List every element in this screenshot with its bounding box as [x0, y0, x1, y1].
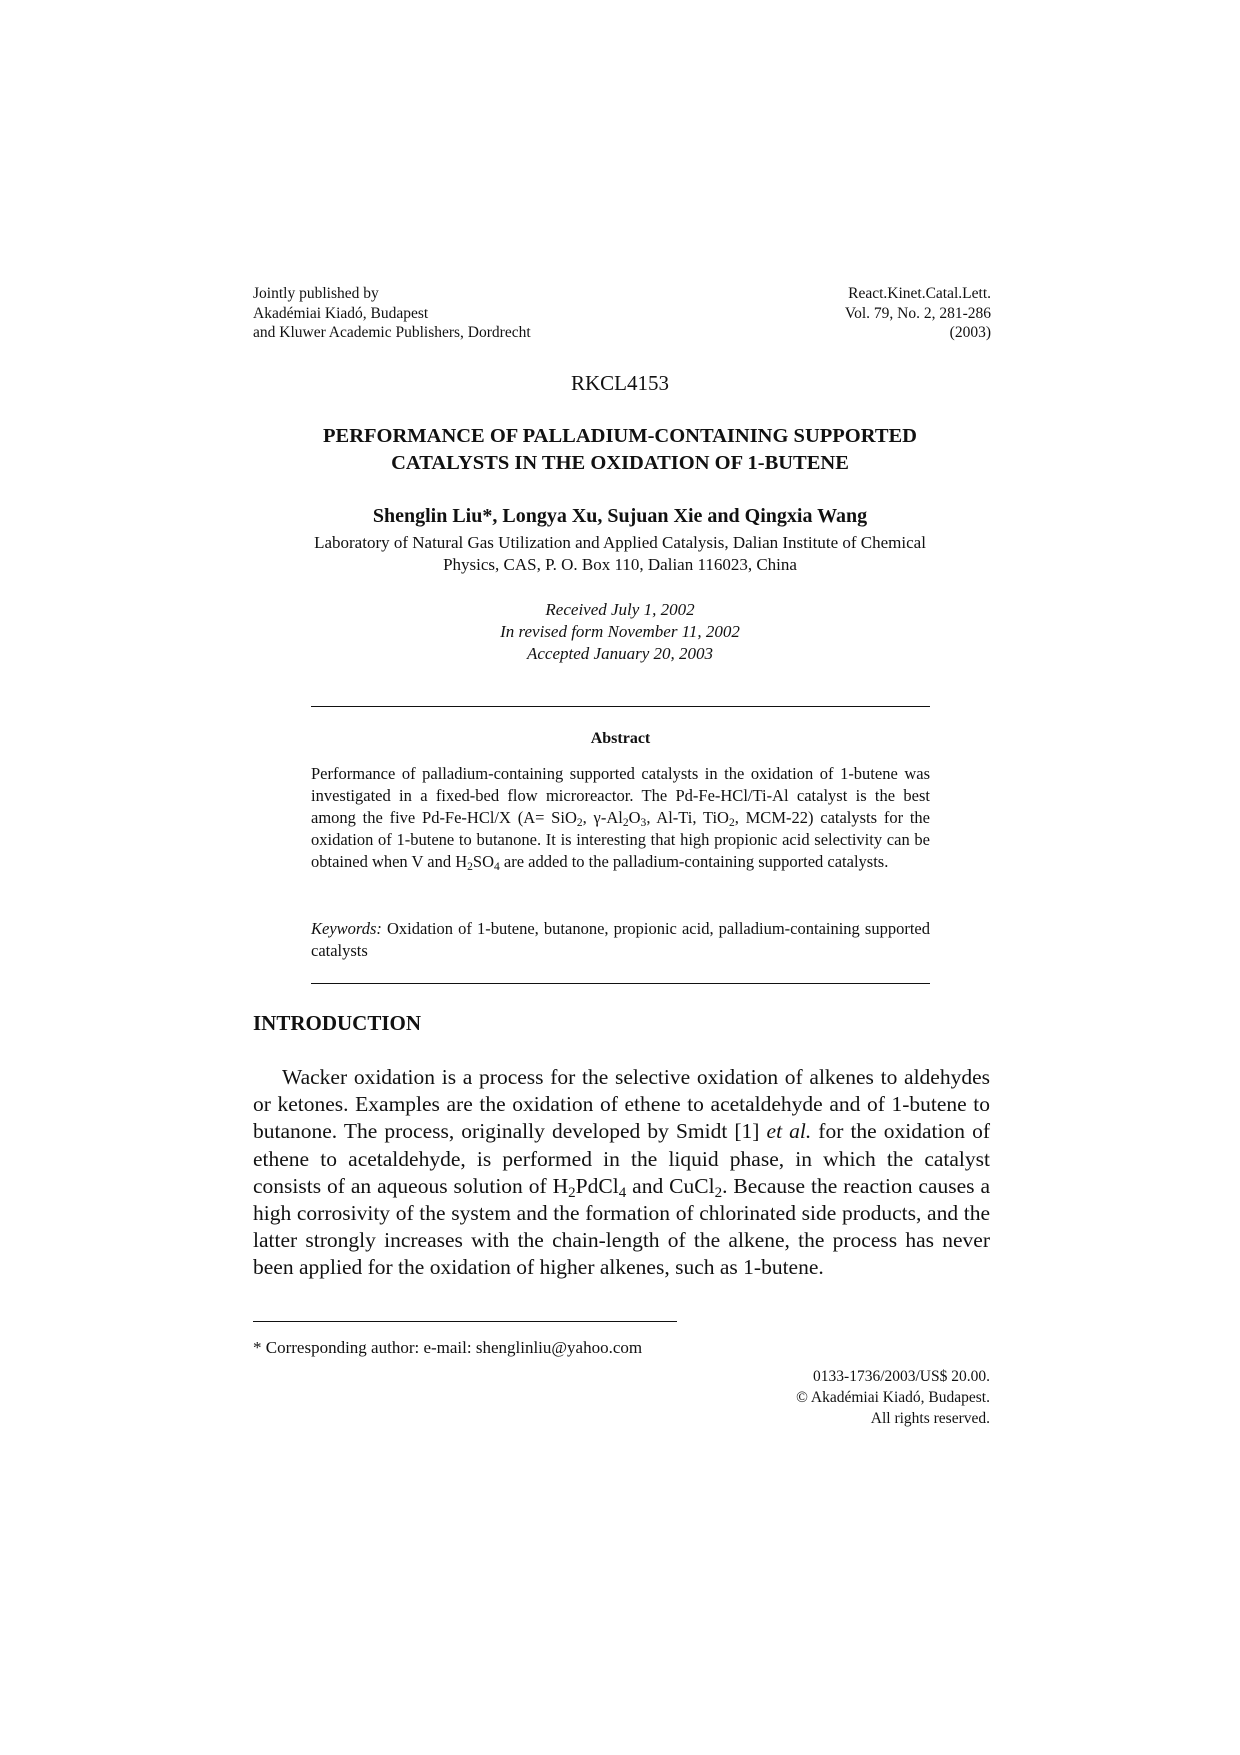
authors: Shenglin Liu*, Longya Xu, Sujuan Xie and Qingxia Wang: [372, 505, 868, 527]
affiliation: [200, 532, 1040, 576]
publisher-line: Akadémiai Kiadó, Budapest: [253, 304, 429, 322]
journal-info: [800, 284, 991, 343]
publisher-info: [253, 284, 531, 343]
copyright-line: © Akadémiai Kiadó, Budapest.: [796, 1389, 990, 1406]
copyright-notice: [720, 1366, 990, 1429]
text-segment: PdCl: [575, 1173, 619, 1198]
article-dates: [200, 599, 1040, 665]
abstract-heading: Abstract: [590, 730, 651, 747]
journal-line: React.Kinet.Catal.Lett.: [848, 285, 991, 302]
publisher-line: Jointly published by: [253, 285, 379, 302]
title-line: CATALYSTS IN THE OXIDATION OF 1-BUTENE: [391, 452, 849, 474]
journal-line: Vol. 79, No. 2, 281-286: [844, 304, 991, 322]
subscript: 2: [622, 816, 629, 829]
et-al: et al.: [766, 1119, 812, 1144]
introduction-paragraph: [253, 1064, 990, 1282]
abstract-segment: , MCM-22) catalysts for the oxidation of 1-butene to butanone. It is interesting that high propionic acid selectivity can be obtained when V and H: [311, 808, 930, 871]
subscript: 3: [640, 816, 647, 829]
subscript: 4: [618, 1184, 627, 1201]
affiliation-line: Physics, CAS, P. O. Box 110, Dalian 116023, China: [443, 555, 797, 574]
text-segment: Wacker oxidation is a process for the selective oxidation of alkenes to aldehydes or ketones. Examples are the oxidation of ethene to acetaldehyde and of 1-butene to butanone. The process, originally developed by Smidt [1]: [253, 1065, 990, 1144]
subscript: 2: [568, 1184, 576, 1201]
footnote-rule: [253, 1321, 677, 1322]
keywords-label: Keywords:: [311, 919, 382, 938]
text-segment: . Because the reaction causes a high corrosivity of the system and the formation of chlorinated side products, and the latter strongly increases with the chain-length of the alkene, the process has never been applied for the oxidation of higher alkenes, such as 1-butene.: [253, 1173, 990, 1280]
keywords: [311, 918, 930, 962]
copyright-line: All rights reserved.: [870, 1410, 990, 1427]
journal-line: (2003): [949, 324, 991, 341]
corresponding-author-footnote: * Corresponding author: e-mail: shenglinliu@yahoo.com: [253, 1338, 643, 1357]
abstract-bottom-rule: [311, 983, 930, 984]
article-title: [200, 423, 1040, 477]
keywords-text: Oxidation of 1-butene, butanone, propionic acid, palladium-containing supported catalysts: [311, 919, 930, 960]
subscript: 2: [576, 816, 583, 829]
title-line: PERFORMANCE OF PALLADIUM-CONTAINING SUPPORTED: [323, 425, 917, 447]
paragraph: [253, 1064, 990, 1282]
affiliation-line: Laboratory of Natural Gas Utilization and Applied Catalysis, Dalian Institute of Chemical: [314, 533, 926, 552]
abstract-top-rule: [311, 706, 930, 707]
subscript: 2: [728, 816, 735, 829]
accepted-date: Accepted January 20, 2003: [527, 644, 713, 663]
abstract-segment: , Al-Ti, TiO: [646, 808, 729, 827]
text-segment: for the oxidation of ethene to acetaldehyde, is performed in the liquid phase, in which the catalyst consists of an aqueous solution of H: [253, 1119, 990, 1198]
subscript: 4: [494, 860, 500, 873]
publisher-line: and Kluwer Academic Publishers, Dordrecht: [253, 324, 531, 341]
abstract-segment: O: [628, 808, 641, 827]
abstract-segment: SO: [472, 852, 494, 871]
text-segment: and CuCl: [626, 1173, 715, 1198]
abstract-text: [311, 763, 930, 873]
abstract-segment: , γ-Al: [582, 808, 623, 827]
copyright-line: 0133-1736/2003/US$ 20.00.: [813, 1368, 990, 1385]
revised-date: In revised form November 11, 2002: [500, 622, 740, 641]
received-date: Received July 1, 2002: [545, 600, 695, 619]
abstract-segment: Performance of palladium-containing supported catalysts in the oxidation of 1-butene was investigated in a fixed-bed flow microreactor. The Pd-Fe-HCl/Ti-Al catalyst is the best among the five Pd-Fe-HCl/X (A= SiO: [311, 764, 930, 827]
subscript: 2: [467, 860, 473, 873]
subscript: 2: [714, 1184, 723, 1201]
abstract-segment: are added to the palladium-containing supported catalysts.: [499, 852, 889, 871]
article-code: RKCL4153: [570, 371, 669, 395]
section-heading-introduction: INTRODUCTION: [253, 1011, 422, 1035]
